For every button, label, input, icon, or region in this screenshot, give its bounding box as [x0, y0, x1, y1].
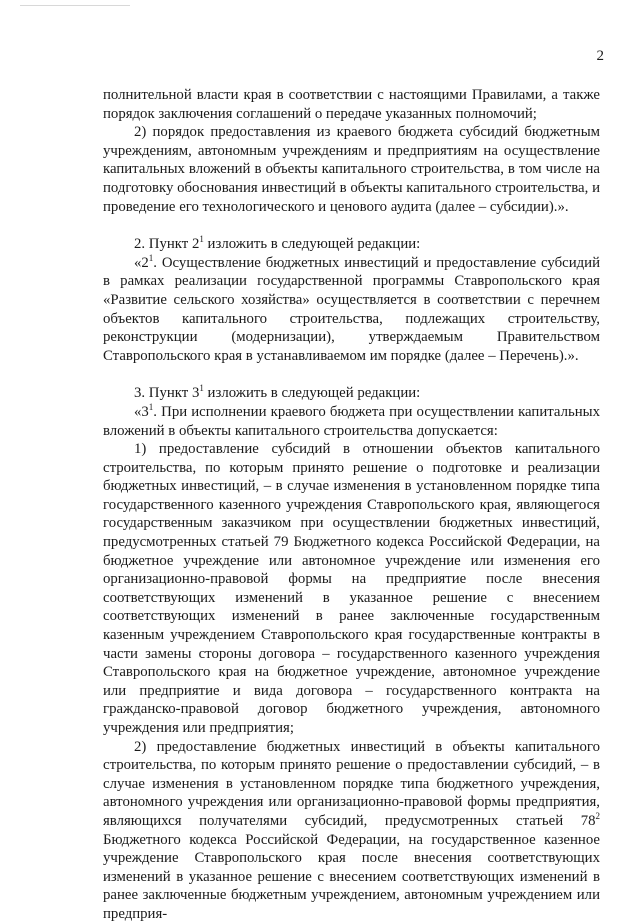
- paragraph-gap: [103, 365, 600, 384]
- paragraph-gap: [103, 216, 600, 235]
- paragraph-text: 2) порядок предоставления из краевого бюджета субсидий бюджетным учреждениям, автономным учреждениям и предприятиям на осуществление капитальных вложений в объекты капитального строительства, в том числе на подготовку обоснования инвестиций в объекты капитального строительства, и проведение его технологического и ценового аудита (далее – субсидии).».: [103, 124, 600, 215]
- paragraph-lead-text: «2: [134, 254, 149, 271]
- paragraph-text: полнительной власти края в соответствии с настоящими Правилами, а также порядок заключения соглашений о передаче указанных полномочий;: [103, 87, 600, 122]
- paragraph: [103, 403, 600, 440]
- document-body: [103, 86, 600, 924]
- paragraph: [103, 123, 600, 216]
- superscript: 1: [199, 383, 204, 394]
- paragraph-text: . При исполнении краевого бюджета при осуществлении капитальных вложений в объекты капитального строительства допускается:: [103, 403, 600, 439]
- paragraph-text: Бюджетного кодекса Российской Федерации, на государственное казенное учреждение Ставропольского края после внесения соответствующих изменений в указанное решение с внесением соответствующих изменений в ранее заключенные бюджетным учреждением, автономным учреждением или предприя-: [103, 831, 600, 922]
- superscript: 1: [148, 401, 154, 412]
- paragraph-lead-text: 2. Пункт 2: [134, 236, 200, 253]
- paragraph: [103, 738, 600, 924]
- paragraph-lead-text: «3: [134, 403, 149, 420]
- superscript: 1: [199, 234, 204, 245]
- paragraph-text: . Осуществление бюджетных инвестиций и предоставление субсидий в рамках реализации государственной программы Ставропольского края «Развитие сельского хозяйства» осуществляется в соответствии с перечнем объектов капитального строительства, подлежащих строительству, реконструкции (модернизации), утверждаемым Правительством Ставропольского края в устанавливаемом им порядке (далее – Перечень).».: [103, 254, 600, 364]
- paragraph: [103, 235, 600, 254]
- paragraph-text: изложить в следующей редакции:: [203, 385, 421, 402]
- superscript: 1: [148, 252, 154, 263]
- paragraph-text: изложить в следующей редакции:: [203, 236, 421, 253]
- paragraph-lead-text: 3. Пункт 3: [134, 385, 200, 402]
- paragraph: [103, 384, 600, 403]
- paragraph: [103, 86, 600, 123]
- paragraph: [103, 254, 600, 366]
- page-number: 2: [596, 48, 604, 64]
- paragraph-text: 1) предоставление субсидий в отношении объектов капитального строительства, по которым принято решение о подготовке и реализации бюджетных инвестиций, – в случае изменения в установленном порядке типа государственного казенного учреждения Ставропольского края, являющегося государственным заказчиком при осуществлении бюджетных инвестиций, предусмотренных статьей 79 Бюджетного кодекса Российской Федерации, на бюджетное учреждение или автономное учреждение или изменения его организационно-правовой формы на предприятие после внесения соответствующих изменений в указанное решение с внесением соответствующих изменений в ранее заключенные государственным казенным учреждением Ставропольского края государственные контракты в части замены стороны договора – государственного казенного учреждения Ставропольского края на бюджетное учреждение, автономное учреждение или предприятие и вида договора – государственного контракта на гражданско-правовой договор бюджетного учреждения, автономного учреждения или предприятия;: [103, 441, 600, 736]
- header-rule: [20, 5, 130, 6]
- paragraph-lead-text: 2) предоставление бюджетных инвестиций в объекты капитального строительства, по которым принято решение о предоставлении субсидий, – в случае изменения в установленном порядке типа бюджетного учреждения, автономного учреждения или организационно-правовой формы предприятия, являющихся получателями субсидий, предусмотренных статьей 78: [103, 738, 600, 829]
- superscript: 2: [595, 811, 600, 822]
- paragraph: [103, 440, 600, 738]
